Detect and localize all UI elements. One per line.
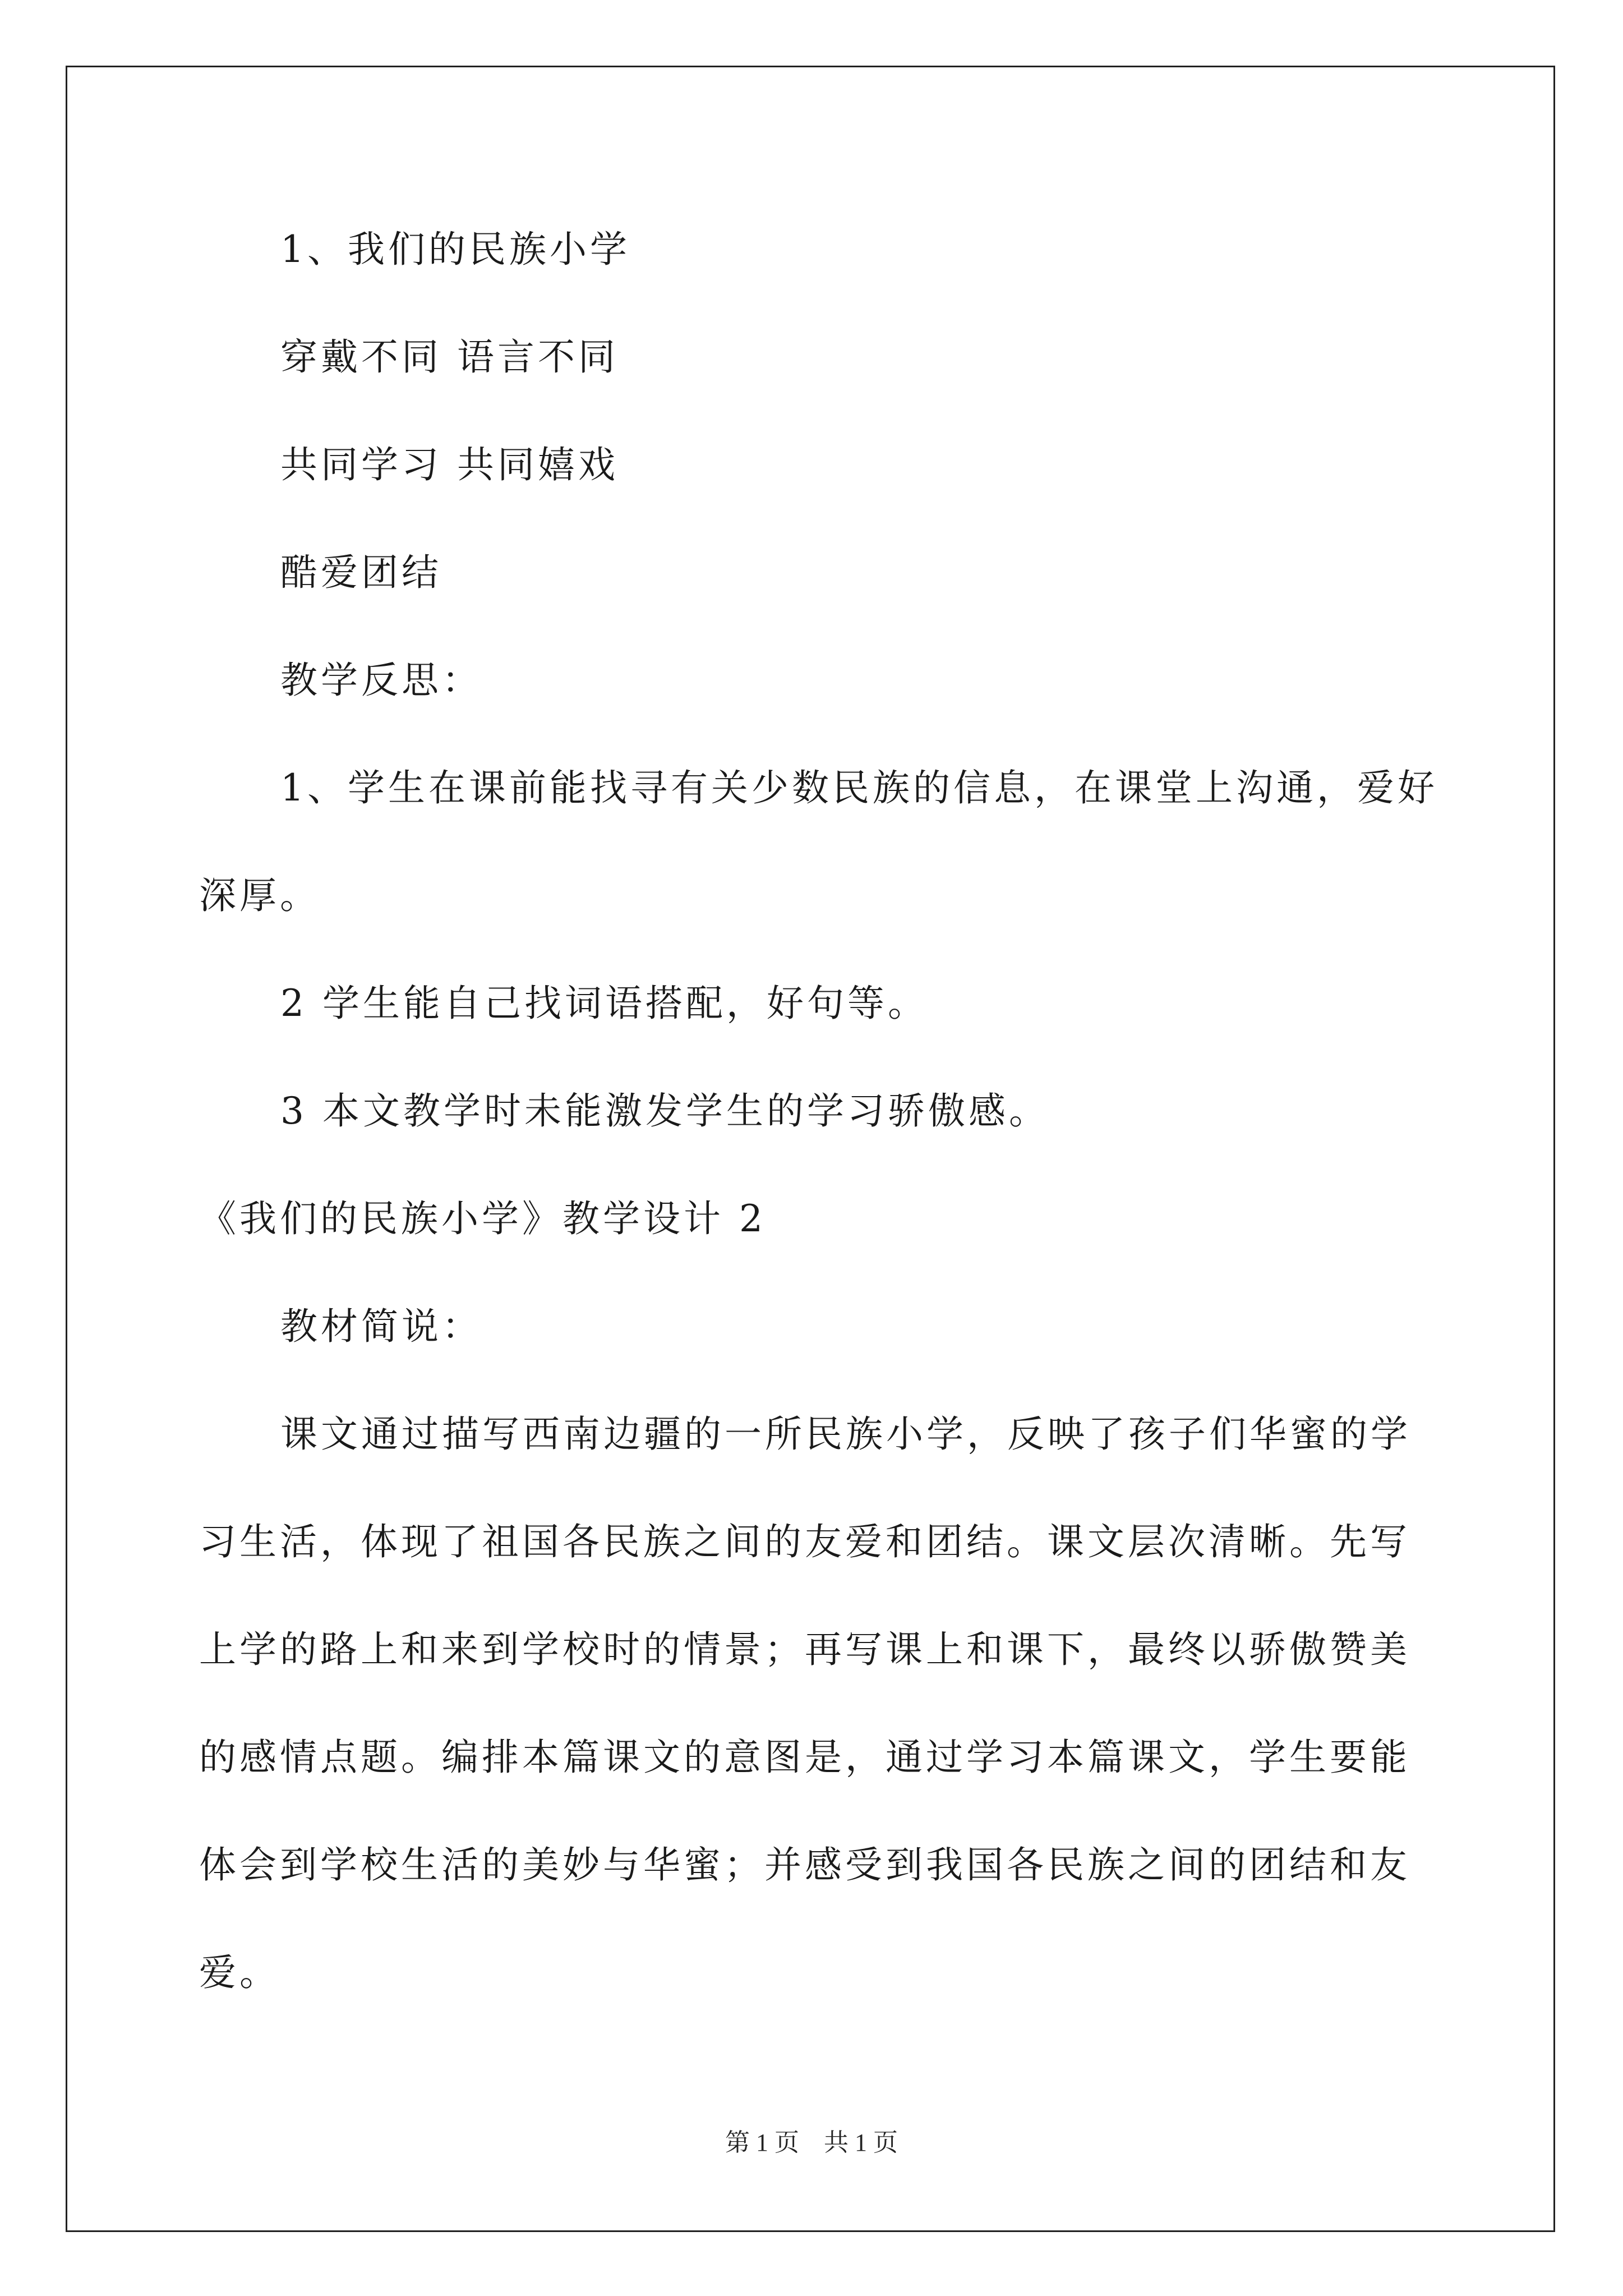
text-line: 习生活，体现了祖国各民族之间的友爱和团结。课文层次清晰。先写 [199,1520,1410,1563]
text-line: 共同学习 共同嬉戏 [280,443,619,486]
section-label: 教学反思： [280,659,482,702]
text-line: 穿戴不同 语言不同 [280,335,619,379]
page-border [66,66,1555,2232]
page-footer: 第 1 页 共 1 页 [725,2129,898,2156]
section-label: 教材简说： [280,1305,482,1348]
text-line: 体会到学校生活的美妙与华蜜；并感受到我国各民族之间的团结和友 [199,1843,1410,1887]
text-line: 深厚。 [199,874,320,917]
text-line: 课文通过描写西南边疆的一所民族小学，反映了孩子们华蜜的学 [280,1412,1411,1456]
section-title: 《我们的民族小学》教学设计 2 [199,1197,766,1240]
text-line: 爱。 [199,1951,280,1994]
text-line: 3 本文教学时未能激发学生的学习骄傲感。 [280,1089,1049,1133]
text-line: 1、学生在课前能找寻有关少数民族的信息，在课堂上沟通，爱好 [280,766,1438,809]
text-line: 酷爱团结 [280,551,442,594]
text-line: 上学的路上和来到学校时的情景；再写课上和课下，最终以骄傲赞美 [199,1628,1410,1671]
text-line: 2 学生能自己找词语搭配，好句等。 [280,982,928,1025]
heading-line: 1、我们的民族小学 [280,228,630,271]
text-line: 的感情点题。编排本篇课文的意图是，通过学习本篇课文，学生要能 [199,1736,1410,1779]
